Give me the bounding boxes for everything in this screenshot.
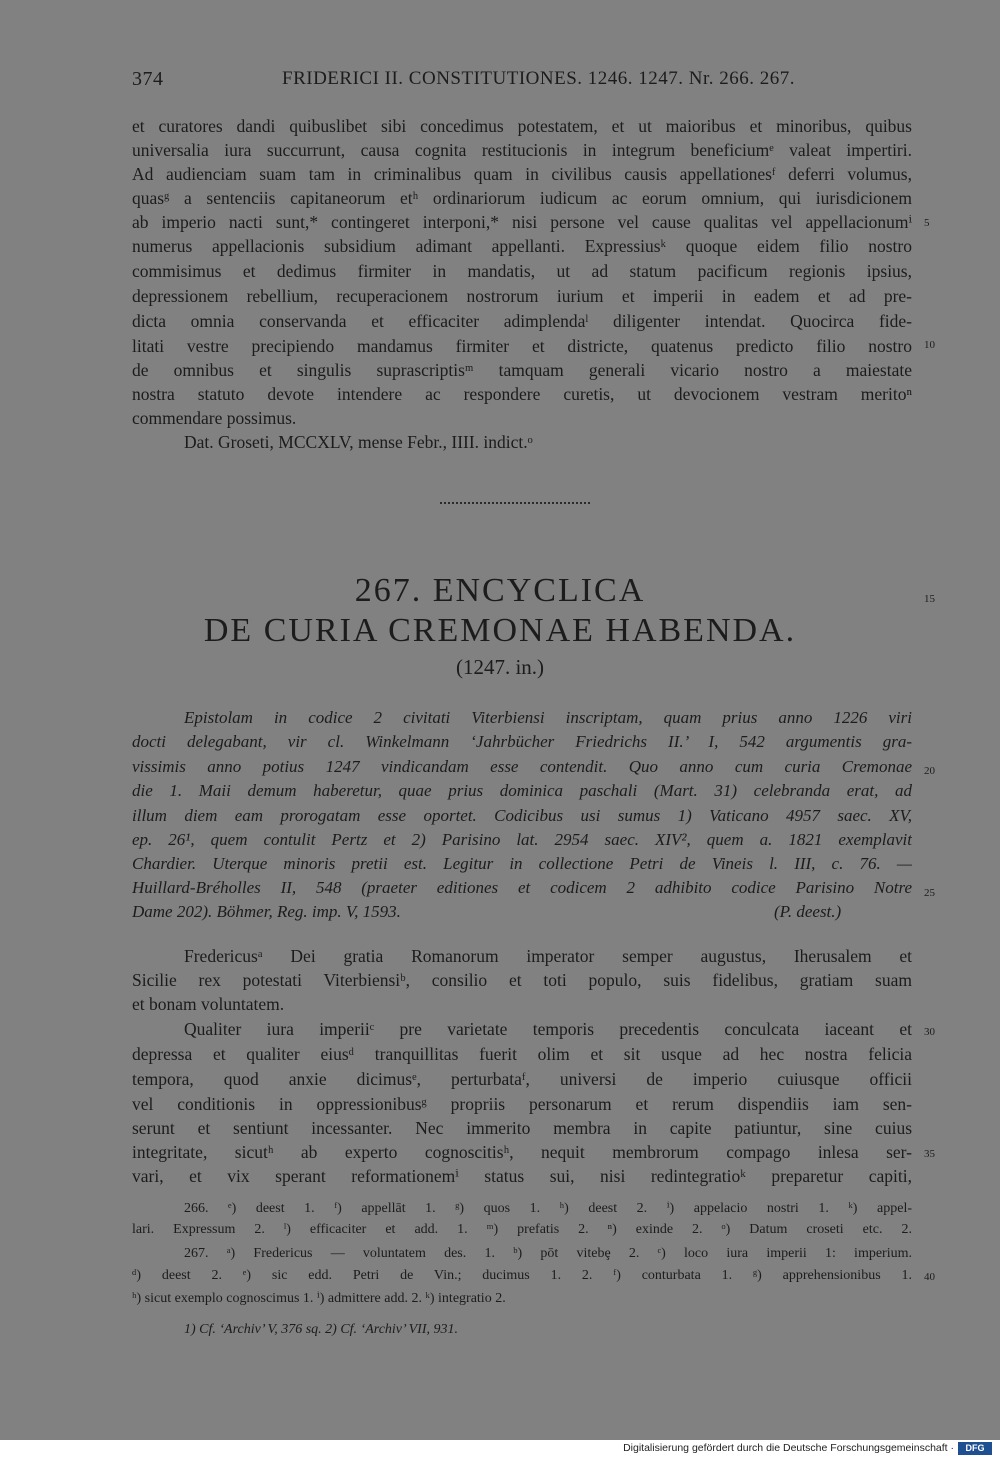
doc267-line: tempora, quod anxie dicimusᵉ, perturbataᶠ, universi de imperio cuiusque officii — [132, 1069, 912, 1089]
footer-credit: Digitalisierung gefördert durch die Deutsche Forschungsgemeinschaft · — [623, 1442, 954, 1454]
doc267-line: serunt et sentiunt incessanter. Nec immerito membra in capite patiuntur, sine cuius — [132, 1118, 912, 1138]
doc267-line: Fredericusᵃ Dei gratia Romanorum imperator semper augustus, Iherusalem et — [184, 946, 912, 966]
margin-line-number: 40 — [924, 1271, 935, 1283]
margin-line-number: 10 — [924, 339, 935, 351]
margin-line-number: 35 — [924, 1148, 935, 1160]
footnote-267-line: 267. ᵃ) Fredericus — voluntatem des. 1. ᵇ) pōt vitebȩ 2. ᶜ) loco iura imperii 1: imperium. — [184, 1246, 912, 1261]
running-title: FRIDERICI II. CONSTITUTIONES. 1246. 1247. Nr. 266. 267. — [282, 68, 796, 89]
section-separator — [440, 502, 590, 504]
margin-line-number: 20 — [924, 765, 935, 777]
footnote-266-line: lari. Expressum 2. ˡ) efficaciter et add. 1. ᵐ) prefatis 2. ⁿ) exinde 2. ᵒ) Datum croseti etc. 2. — [132, 1222, 912, 1237]
reference-notes: 1) Cf. ‘Archiv’ V, 376 sq. 2) Cf. ‘Archiv’ VII, 931. — [184, 1322, 458, 1337]
doc266-line: commisimus et dedimus firmiter in mandatis, ut ad statum pacificum regionis ipsius, — [132, 261, 912, 281]
doc267-line: Sicilie rex potestati Viterbiensiᵇ, consilio et toti populo, suis fidelibus, gratiam suam — [132, 970, 912, 990]
doc266-date: Dat. Groseti, MCCXLV, mense Febr., IIII. indict.ᵒ — [184, 432, 533, 452]
doc266-line: universalia iura succurrunt, causa cognita restitucionis in integrum beneficiumᵉ valeat impertiri. — [132, 140, 912, 160]
doc267-line: depressa et qualiter eiusᵈ tranquillitas fuerit olim et sit usque ad hec nostra felicia — [132, 1044, 912, 1064]
doc267-title: 267. ENCYCLICA — [354, 572, 646, 609]
doc266-line: commendare possimus. — [132, 408, 297, 428]
footnote-267-line: ʰ) sicut exemplo cognoscimus 1. ⁱ) admittere add. 2. ᵏ) integratio 2. — [132, 1291, 506, 1306]
intro-line: die 1. Maii demum haberetur, quae prius dominica paschali (Mart. 31) celebranda erat, ad — [132, 781, 912, 800]
intro-line: vissimis anno potius 1247 vindicandam esse contendit. Quo anno cum curia Cremonae — [132, 757, 912, 776]
intro-line: Chardier. Uterque minoris pretii est. Legitur in collectione Petri de Vineis l. III, c. 76. — — [132, 854, 912, 873]
doc267-subtitle: DE CURIA CREMONAE HABENDA. — [203, 612, 797, 649]
dfg-logo: DFG — [958, 1442, 992, 1455]
footnote-266-line: 266. ᵉ) deest 1. ᶠ) appellāt 1. ᵍ) quos 1. ʰ) deest 2. ⁱ) appelacio nostri 1. ᵏ) appel- — [184, 1201, 912, 1216]
intro-last-text: Dame 202). Böhmer, Reg. imp. V, 1593. — [132, 902, 401, 921]
doc267-line: vel conditionis in oppressionibusᵍ propriis personarum et rerum dispendiis iam sen- — [132, 1094, 912, 1114]
doc266-line: Ad audienciam suam tam in criminalibus quam in civilibus causis appellationesᶠ deferri volumus, — [132, 164, 912, 184]
doc266-line: numerus appellacionis subsidium adimant appellanti. Expressiusᵏ quoque eidem filio nostro — [132, 236, 912, 256]
margin-line-number: 30 — [924, 1026, 935, 1038]
doc267-date: (1247. in.) — [455, 655, 545, 679]
footer-bar — [0, 1440, 1000, 1458]
intro-line-last — [132, 902, 912, 927]
margin-line-number: 25 — [924, 887, 935, 899]
doc266-line: litati vestre precipiendo mandamus firmiter et districte, quatenus predicto filio nostro — [132, 336, 912, 356]
doc267-line: Qualiter iura imperiiᶜ pre varietate temporis precedentis conculcata iaceant et — [184, 1019, 912, 1039]
intro-line: docti delegabant, vir cl. Winkelmann ‘Jahrbücher Friedrichs II.’ I, 542 argumentis gra- — [132, 732, 912, 751]
doc266-line: et curatores dandi quibuslibet sibi concedimus potestatem, et ut maioribus et minoribus, quibus — [132, 116, 912, 136]
doc266-line: quasᵍ a sentenciis capitaneorum etʰ ordinariorum iudicum ac eorum omnium, qui iurisdicionem — [132, 188, 912, 208]
margin-line-number: 5 — [924, 217, 930, 229]
page-number: 374 — [132, 68, 164, 90]
doc266-line: ab imperio nacti sunt,* contingeret interponi,* nisi persone vel cause qualitas vel appellacionumⁱ — [132, 212, 912, 232]
doc267-line: et bonam voluntatem. — [132, 994, 285, 1014]
doc266-line: depressionem rebellium, recuperacionem nostrorum iurium et imperii in eadem et ad pre- — [132, 286, 912, 306]
intro-line: Epistolam in codice 2 civitati Viterbiensi inscriptam, quam prius anno 1226 viri — [184, 708, 912, 727]
doc266-line: de omnibus et singulis suprascriptisᵐ tamquam generali vicario nostro a maiestate — [132, 360, 912, 380]
doc267-line: integritate, sicutʰ ab experto cognoscitisʰ, nequit membrorum compago inlesa ser- — [132, 1142, 912, 1162]
footnote-267-line: ᵈ) deest 2. ᵉ) sic edd. Petri de Vin.; ducimus 1. 2. ᶠ) conturbata 1. ᵍ) apprehensionibus 1. — [132, 1268, 912, 1283]
intro-line: ep. 26¹, quem contulit Pertz et 2) Parisino lat. 2954 saec. XIV², quem a. 1821 exemplavit — [132, 830, 912, 849]
doc267-line: vari, et vix sperant reformationemⁱ status sui, nisi redintegratioᵏ preparetur capiti, — [132, 1166, 912, 1186]
intro-last-note: (P. deest.) — [774, 902, 842, 921]
margin-line-number: 15 — [924, 593, 935, 605]
doc266-line: nostra statuto devote intendere ac respondere curetis, ut devocionem vestram meritoⁿ — [132, 384, 912, 404]
doc266-line: dicta omnia conservanda et efficaciter adimplendaˡ diligenter intendat. Quocirca fide- — [132, 311, 912, 331]
intro-line: Huillard-Bréholles II, 548 (praeter editiones et codicem 2 adhibito codice Parisino Notre — [132, 878, 912, 897]
running-header — [132, 68, 912, 96]
intro-line: illum diem eam prorogatam esse oportet. Codicibus usi sumus 1) Vaticano 4957 saec. XV, — [132, 806, 912, 825]
